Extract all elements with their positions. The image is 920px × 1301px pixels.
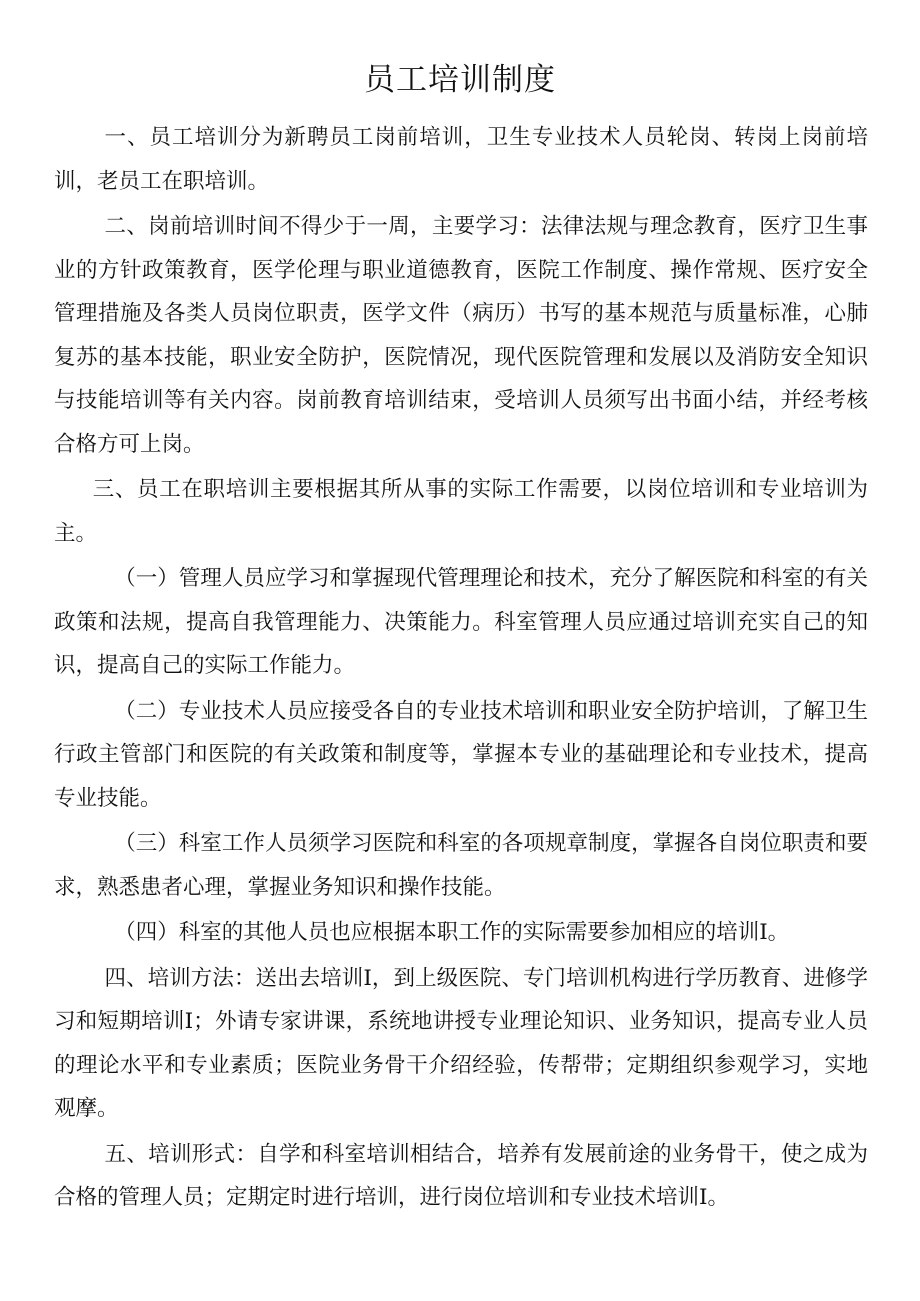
paragraph-3-4: （四）科室的其他人员也应根据本职工作的实际需要参加相应的培训I。 [114,920,790,945]
paragraph-4: 四、培训方法：送出去培训I，到上级医院、专门培训机构进行学历教育、进修学习和短期培训I；外请专家讲课，系统地讲授专业理论知识、业务知识，提高专业人员的理论水平和专业素质；医院业务骨干介绍经验，传帮带；定期组织参观学习，实地观摩。 [54,965,868,1121]
document-body [54,116,868,1222]
paragraph-5: 五、培训形式：自学和科室培训相结合，培养有发展前途的业务骨干，使之成为合格的管理人员；定期定时进行培训，进行岗位培训和专业技术培训I。 [54,1141,868,1210]
paragraph-3-3: （三）科室工作人员须学习医院和科室的各项规章制度，掌握各自岗位职责和要求，熟悉患者心理，掌握业务知识和操作技能。 [54,831,868,900]
paragraph-3: 三、员工在职培训主要根据其所从事的实际工作需要，以岗位培训和专业培训为主。 [54,477,868,546]
paragraph-2: 二、岗前培训时间不得少于一周，主要学习：法律法规与理念教育，医疗卫生事业的方针政策教育，医学伦理与职业道德教育，医院工作制度、操作常规、医疗安全管理措施及各类人员岗位职责，医学文件（病历）书写的基本规范与质量标准，心肺复苏的基本技能，职业安全防护，医院情况，现代医院管理和发展以及消防安全知识与技能培训等有关内容。岗前教育培训结束，受培训人员须写出书面小结，并经考核合格方可上岗。 [54,214,868,457]
paragraph-3-1: （一）管理人员应学习和掌握现代管理理论和技术，充分了解医院和科室的有关政策和法规，提高自我管理能力、决策能力。科室管理人员应通过培训充实自己的知识，提高自己的实际工作能力。 [54,566,868,678]
document-title: 员工培训制度 [364,62,556,98]
paragraph-1: 一、员工培训分为新聘员工岗前培训，卫生专业技术人员轮岗、转岗上岗前培训，老员工在职培训。 [54,125,868,194]
paragraph-3-2: （二）专业技术人员应接受各自的专业技术培训和职业安全防护培训，了解卫生行政主管部门和医院的有关政策和制度等，掌握本专业的基础理论和专业技术，提高专业技能。 [54,698,868,811]
